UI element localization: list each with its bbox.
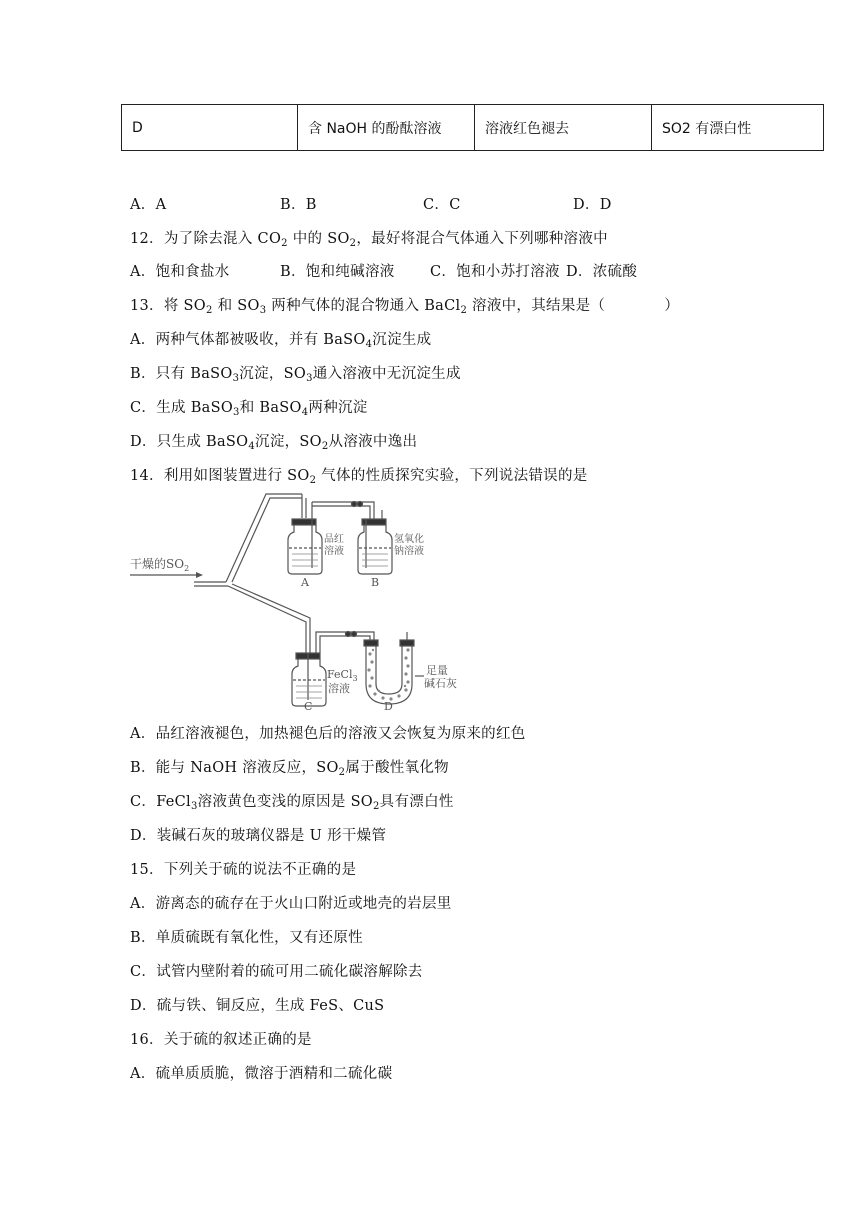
q12-options bbox=[130, 260, 637, 281]
option-c: C．饱和小苏打溶液 bbox=[430, 264, 560, 280]
option-text: 沉淀，SO bbox=[255, 434, 322, 450]
q15-option-a: A．游离态的硫存在于火山口附近或地壳的岩层里 bbox=[130, 896, 452, 912]
q13-option-a: A．两种气体都被吸收，并有 BaSO$_4$沉淀生成 bbox=[130, 332, 432, 350]
table-cell: D bbox=[122, 105, 298, 151]
q13-option-c: C．生成 BaSO$_3$和 BaSO$_4$两种沉淀 bbox=[130, 400, 368, 418]
table-row bbox=[122, 105, 824, 151]
u-tube-fill-label: 碱石灰 bbox=[424, 677, 457, 690]
bottle-b bbox=[358, 525, 392, 574]
option-text: 溶液黄色变浅的原因是 SO bbox=[197, 794, 373, 810]
option-d: D．浓硫酸 bbox=[566, 264, 638, 280]
bottle-a-liquid-label: 品红 bbox=[324, 534, 344, 545]
q14-stem-text: 14．利用如图装置进行 SO bbox=[130, 468, 310, 484]
u-tube-letter: D bbox=[384, 700, 393, 710]
option-text: C．FeCl bbox=[130, 794, 191, 810]
q12-stem-text: 中的 SO bbox=[287, 231, 350, 247]
q14-option-a: A．品红溶液褪色，加热褪色后的溶液又会恢复为原来的红色 bbox=[130, 726, 526, 742]
q12-stem-text: ，最好将混合气体通入下列哪种溶液中 bbox=[356, 231, 608, 247]
q14-option-c: C．FeCl$_3$溶液黄色变浅的原因是 $SO_2$具有漂白性 bbox=[130, 794, 454, 812]
bottle-b-letter: B bbox=[371, 576, 380, 589]
stopper-d-left bbox=[364, 640, 378, 646]
bottle-a-liquid-label: 溶液 bbox=[324, 546, 344, 557]
table-cell: SO2 有漂白性 bbox=[652, 105, 824, 151]
bottle-b-liquid-label: 钠溶液 bbox=[394, 546, 424, 557]
q12-stem: 12．为了除去混入 $CO_2$ 中的 $SO_2$，最好将混合气体通入下列哪种溶液中 bbox=[130, 231, 608, 249]
q16-option-a: A．硫单质质脆，微溶于酒精和二硫化碳 bbox=[130, 1066, 393, 1082]
bottle-a-letter: A bbox=[301, 576, 309, 589]
arrow-head-icon bbox=[196, 572, 203, 578]
q13-stem-text: 两种气体的混合物通入 BaCl bbox=[266, 298, 461, 314]
q11-options bbox=[130, 193, 612, 214]
bottle-c-letter: C bbox=[304, 700, 313, 710]
option-text: 沉淀生成 bbox=[372, 332, 432, 348]
q14-stem-text: 气体的性质探究实验，下列说法错误的是 bbox=[316, 468, 588, 484]
bottle-c-liquid-label: 溶液 bbox=[328, 682, 350, 695]
option-text: 通入溶液中无沉淀生成 bbox=[312, 366, 461, 382]
option-text: C．生成 BaSO bbox=[130, 400, 234, 416]
q14-option-b: B．能与 NaOH 溶液反应，$SO_2$属于酸性氧化物 bbox=[130, 760, 449, 778]
q13-option-d: D．只生成 BaSO$_4$沉淀，$SO_2$从溶液中逸出 bbox=[130, 434, 418, 452]
q15-option-b: B．单质硫既有氧化性，又有还原性 bbox=[130, 930, 363, 946]
q16-stem: 16．关于硫的叙述正确的是 bbox=[130, 1032, 312, 1048]
answer-table-row-d bbox=[121, 104, 824, 151]
option-c: C．C bbox=[423, 197, 461, 213]
q15-option-c: C．试管内壁附着的硫可用二硫化碳溶解除去 bbox=[130, 964, 423, 980]
q13-stem-text: 溶液中，其结果是（ ） bbox=[467, 298, 680, 314]
bottle-b-liquid-label: 氢氧化 bbox=[394, 534, 424, 545]
option-text: 从溶液中逸出 bbox=[328, 434, 418, 450]
q14-stem: 14．利用如图装置进行 $SO_2$ 气体的性质探究实验，下列说法错误的是 bbox=[130, 468, 588, 486]
u-tube-fill-label: 足量 bbox=[426, 664, 448, 677]
stopper-d-right bbox=[400, 640, 414, 646]
option-a: A．A bbox=[130, 197, 167, 213]
bottle-a bbox=[288, 525, 322, 574]
bottle-c bbox=[292, 659, 326, 706]
q14-option-d: D．装碱石灰的玻璃仪器是 U 形干燥管 bbox=[130, 828, 387, 844]
option-text: 属于酸性氧化物 bbox=[345, 760, 449, 776]
option-a: A．饱和食盐水 bbox=[130, 264, 230, 280]
q13-stem: 13．将 $SO_2$ 和 $SO_3$ 两种气体的混合物通入 BaCl$_2$ 溶液中，其结果是（ ） bbox=[130, 298, 680, 316]
option-text: A．两种气体都被吸收，并有 BaSO bbox=[130, 332, 366, 348]
apparatus-diagram bbox=[128, 488, 478, 710]
option-text: 具有漂白性 bbox=[379, 794, 454, 810]
option-text: 和 BaSO bbox=[239, 400, 302, 416]
inlet-label: 干燥的$SO_2$ bbox=[130, 557, 190, 573]
q13-option-b: B．只有 BaSO$_3$沉淀，$SO_3$通入溶液中无沉淀生成 bbox=[130, 366, 461, 384]
q15-option-d: D．硫与铁、铜反应，生成 FeS、CuS bbox=[130, 998, 385, 1014]
option-text: 沉淀，SO bbox=[239, 366, 307, 382]
u-tube-inner bbox=[376, 646, 402, 694]
q13-stem-text: 和 SO bbox=[212, 298, 260, 314]
option-text: 两种沉淀 bbox=[308, 400, 368, 416]
q13-stem-text: 13．将 SO bbox=[130, 298, 206, 314]
table-cell: 含 NaOH 的酚酞溶液 bbox=[298, 105, 475, 151]
option-b: B．B bbox=[280, 197, 317, 213]
option-b: B．饱和纯碱溶液 bbox=[280, 264, 395, 280]
option-text: D．只生成 BaSO bbox=[130, 434, 249, 450]
option-d: D．D bbox=[573, 197, 612, 213]
table-cell: 溶液红色褪去 bbox=[475, 105, 652, 151]
q12-stem-text: 12．为了除去混入 CO bbox=[130, 231, 282, 247]
option-text: B．只有 BaSO bbox=[130, 366, 233, 382]
q15-stem: 15．下列关于硫的说法不正确的是 bbox=[130, 862, 357, 878]
option-text: B．能与 NaOH 溶液反应，SO bbox=[130, 760, 339, 776]
bottle-c-liquid-label: FeCl$_3$ bbox=[327, 668, 358, 683]
